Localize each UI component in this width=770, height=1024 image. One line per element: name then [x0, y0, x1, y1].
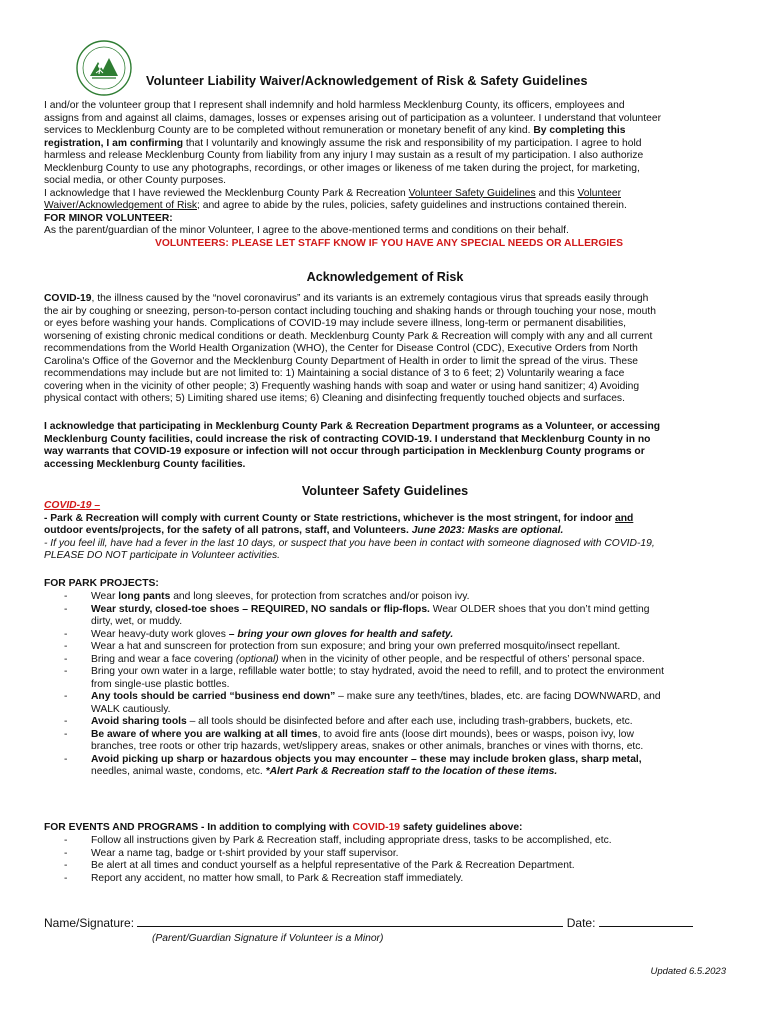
waiver-reference: Volunteer: [577, 187, 621, 199]
waiver-line-7: social media, or other County purposes.: [44, 175, 227, 186]
risk-line: Carolina's Office of the Governor and the Mecklenburg County Department of Health in order to limit the spread of the virus. These: [44, 355, 638, 367]
item-text: when in the vicinity of other people, and be respectful of others’ personal space.: [278, 653, 645, 665]
item-text: – make sure any teeth/tines, blades, etc. are facing DOWNWARD, and: [335, 691, 661, 702]
list-item: - Wear a hat and sunscreen for protection from sun exposure; and bring your own preferred mosquito/insect repellant.: [64, 641, 621, 652]
item-text: WALK cautiously.: [91, 703, 171, 715]
item-bold: Avoid picking up sharp or hazardous objects you may encounter –: [91, 753, 417, 765]
risk-text: , the illness caused by the “novel coronavirus” and its variants is an extremely contagious virus that spreads easily through: [91, 293, 649, 304]
acknowledge-line-2: [44, 200, 734, 213]
item-bold: Any tools should be carried “business end down”: [91, 691, 336, 702]
waiver-bold-text: By completing this: [533, 125, 626, 136]
item-bold: Wear sturdy, closed-toe shoes – REQUIRED, NO sandals or flip-flops.: [91, 603, 430, 615]
list-item: - Wear a name tag, badge or t-shirt provided by your staff supervisor.: [64, 847, 399, 859]
list-item: - Wear long pants and long sleeves, for protection from scratches and/or poison ivy.: [64, 591, 470, 602]
risk-line: recommendations from the World Health Organization (WHO), the Center for Disease Control (CDC), Executive Orders from North: [44, 343, 638, 354]
ack-risk-line: I acknowledge that participating in Mecklenburg County Park & Recreation Department programs as a Volunteer, or accessing: [44, 421, 661, 432]
item-text: Wear heavy-duty work gloves: [91, 628, 229, 640]
item-italic: (optional): [235, 653, 279, 665]
signature-caption: (Parent/Guardian Signature if Volunteer is a Minor): [152, 933, 384, 944]
waiver-line-3: [44, 125, 734, 138]
comply-text: - Park & Recreation will comply with current County or State restrictions, whichever is the most stringent, for indoor: [44, 512, 616, 524]
item-text: Wear OLDER shoes that you don’t mind getting: [429, 603, 650, 615]
waiver-text: that I voluntarily and knowingly assume the risk and responsibility of my participation. I agree to hold: [183, 137, 642, 149]
safety-heading: Volunteer Safety Guidelines: [301, 484, 469, 498]
item-text: Wear a hat and sunscreen for protection from sun exposure; and bring your own preferred mosquito/insect repellant.: [91, 641, 621, 652]
waiver-bold-text: registration, I am confirming: [44, 137, 184, 149]
ack-text: ; and agree to abide by the rules, policies, safety guidelines and instructions contained therein.: [197, 200, 627, 211]
ack-risk-line: accessing Mecklenburg County facilities.: [44, 458, 246, 470]
document-title: Volunteer Liability Waiver/Acknowledgement of Risk & Safety Guidelines: [146, 74, 588, 88]
events-heading: [44, 822, 734, 835]
ack-risk-line: Mecklenburg County facilities, could increase the risk of contracting COVID-19. I understand that Mecklenburg County in no: [44, 433, 651, 445]
risk-heading: Acknowledgement of Risk: [306, 270, 464, 284]
acknowledge-line-1: [44, 188, 734, 201]
item-text: Be alert at all times and conduct yourself as a helpful representative of the Park & Recreation Department.: [91, 860, 575, 871]
item-bold: Be aware of where you are walking at all times: [91, 728, 318, 740]
ack-text: and this: [535, 187, 578, 199]
ack-risk-line: way warrants that COVID-19 exposure or infection will not occur through participation in Mecklenburg County programs or: [44, 446, 645, 457]
item-text: from single-use plastic bottles.: [91, 678, 230, 690]
waiver-paragraph: [44, 100, 734, 250]
events-heading-text: FOR EVENTS AND PROGRAMS - In addition to complying with: [44, 822, 353, 833]
list-item: - Report any accident, no matter how small, to Park & Recreation staff immediately.: [64, 872, 464, 884]
ill-notice-line-2: PLEASE DO NOT participate in Volunteer activities.: [44, 550, 280, 561]
comply-text: outdoor events/projects, for the safety of all patrons, staff, and Volunteers.: [44, 525, 412, 536]
item-text: dirty, wet, or muddy.: [91, 616, 183, 627]
date-line[interactable]: [599, 915, 693, 927]
risk-line-1: [44, 293, 734, 306]
list-item: - Be aware of where you are walking at all times, to avoid fire ants (loose dirt mounds), bees or wasps, poison ivy, low branches, tree roots or other trip hazards, wet/slippery areas, snakes or other animals, branches or vines with thorns, etc.: [64, 728, 644, 752]
item-text: Bring and wear a face covering: [91, 653, 236, 665]
updated-date: Updated 6.5.2023: [650, 966, 726, 977]
ack-text: I acknowledge that I have reviewed the Mecklenburg County Park & Recreation: [44, 187, 409, 199]
waiver-line-1: I and/or the volunteer group that I represent shall indemnify and hold harmless Mecklenburg County, its officers, employees and: [44, 100, 625, 111]
waiver-reference: Waiver/Acknowledgement of Risk: [44, 200, 197, 211]
list-item: - Follow all instructions given by Park & Recreation staff, including appropriate dress, tasks to be accomplished, etc.: [64, 835, 612, 846]
covid-guidelines-label: COVID-19 –: [44, 500, 101, 511]
item-text: Follow all instructions given by Park & Recreation staff, including appropriate dress, tasks to be accomplished, etc.: [91, 835, 612, 846]
item-bold: Avoid sharing tools: [91, 716, 187, 727]
special-needs-notice: VOLUNTEERS: PLEASE LET STAFF KNOW IF YOU HAVE ANY SPECIAL NEEDS OR ALLERGIES: [155, 237, 623, 249]
risk-line: or eyes before washing your hands. Complications of COVID-19 may include severe illness, long-term or permanent disabilities,: [44, 318, 627, 329]
waiver-text: services to Mecklenburg County are to be completed without remuneration or monetary benefit of any kind.: [44, 125, 534, 136]
risk-line: the air by coughing or sneezing, person-to-person contact including touching and shaking hands or through touching your nose, mouth: [44, 305, 656, 317]
minor-volunteer-heading: FOR MINOR VOLUNTEER:: [44, 212, 173, 224]
covid-guidelines: [44, 500, 734, 563]
list-item: - Be alert at all times and conduct yourself as a helpful representative of the Park & Recreation Department.: [64, 860, 575, 871]
item-bold: long pants: [118, 591, 171, 602]
county-seal-logo: [76, 40, 132, 96]
item-bold: – bring your own gloves for health and safety.: [228, 628, 454, 640]
waiver-line-6: Mecklenburg County to use any photographs, recordings, or other images or likeness of me taken during the project, for marketing,: [44, 162, 640, 174]
item-text: , to avoid fire ants (loose dirt mounds), bees or wasps, poison ivy, low: [317, 728, 634, 740]
waiver-line-5: harmless and release Mecklenburg County from liability from any injury I may sustain as a result of my participation. I also authorize: [44, 150, 644, 161]
risk-line: recommendations may include but are not limited to: 1) Maintaining a social distance of 3 to 6 feet; 2) Voluntarily wearing a face: [44, 368, 625, 379]
participation-acknowledgement: [44, 421, 734, 471]
alert-staff-note: *Alert Park & Recreation staff to the location of these items.: [265, 766, 558, 777]
list-item: - Bring your own water in a large, refillable water bottle; to stay hydrated, avoid the need to refill, and to protect the environment from single-use plastic bottles.: [64, 666, 664, 690]
waiver-line-4: [44, 138, 734, 151]
name-signature-label: Name/Signature:: [44, 916, 138, 930]
ill-notice-line-1: - If you feel ill, have had a fever in the last 10 days, or suspect that you have been in contact with someone diagnosed with COVID-19,: [44, 537, 655, 549]
events-list: [44, 835, 734, 885]
signature-line[interactable]: [137, 915, 563, 927]
item-text: Wear a name tag, badge or t-shirt provided by your staff supervisor.: [91, 847, 399, 859]
list-item: - Avoid sharing tools – all tools should be disinfected before and after each use, including trash-grabbers, buckets, etc.: [64, 716, 633, 727]
risk-line: physical contact with others; 5) Limiting shared use items; 6) Cleaning and disinfecting frequently touched objects and surfaces.: [44, 393, 625, 404]
item-text: needles, animal waste, condoms, etc.: [91, 766, 266, 777]
item-text: and long sleeves, for protection from scratches and/or poison ivy.: [170, 591, 470, 602]
masks-optional-note: June 2023: Masks are optional.: [411, 525, 564, 536]
item-text: branches, tree roots or other trip hazards, wet/slippery areas, snakes or other animals, branches or vines with thorns, etc.: [91, 741, 644, 752]
list-item: - Wear heavy-duty work gloves – bring your own gloves for health and safety.: [64, 628, 454, 640]
covid-label: COVID-19: [44, 293, 92, 304]
date-label: Date:: [563, 916, 599, 930]
park-projects-heading: FOR PARK PROJECTS:: [44, 578, 159, 589]
list-item: - Any tools should be carried “business end down” – make sure any teeth/tines, blades, etc. are facing DOWNWARD, and WALK cautiously.: [64, 691, 661, 715]
item-text: Report any accident, no matter how small, to Park & Recreation staff immediately.: [91, 872, 464, 884]
covid-risk-paragraph: [44, 293, 734, 406]
events-covid-label: COVID-19: [352, 822, 401, 833]
risk-line: covering when in the vicinity of other people; 3) Frequently washing hands with soap and water or using hand sanitizer; 4) Avoiding: [44, 380, 640, 392]
minor-volunteer-text: As the parent/guardian of the minor Volunteer, I agree to the above-mentioned terms and conditions on their behalf.: [44, 225, 569, 236]
comply-line-2: [44, 525, 734, 538]
safety-guidelines-reference: Volunteer Safety Guidelines: [408, 187, 536, 199]
list-item: - Wear sturdy, closed-toe shoes – REQUIRED, NO sandals or flip-flops. Wear OLDER shoes that you don’t mind getting dirty, wet, or muddy.: [64, 603, 650, 627]
signature-row: [44, 915, 693, 930]
risk-line: worsening of existing chronic medical conditions or death. Mecklenburg County Park & Recreation will comply with any and all current: [44, 330, 653, 342]
item-bold: these may include broken glass, sharp metal,: [416, 753, 642, 765]
comply-line-1: [44, 513, 734, 526]
item-text: – all tools should be disinfected before and after each use, including trash-grabbers, buckets, etc.: [186, 716, 633, 727]
item-text: Bring your own water in a large, refillable water bottle; to stay hydrated, avoid the need to refill, and to protect the environment: [91, 666, 664, 677]
park-projects-list: [44, 591, 734, 779]
events-heading-text: safety guidelines above:: [400, 822, 523, 833]
list-item: - Avoid picking up sharp or hazardous objects you may encounter – these may include broken glass, sharp metal, needles, animal waste, condoms, etc. *Alert Park & Recreation staff to the location of these items.: [64, 753, 642, 777]
comply-text: and: [615, 512, 634, 524]
waiver-line-2: assigns from and against all claims, damages, losses or expenses arising out of participation as a volunteer. I understand that volunteer: [44, 112, 662, 124]
list-item: - Bring and wear a face covering (optional) when in the vicinity of other people, and be respectful of others’ personal space.: [64, 653, 645, 665]
item-text: Wear: [91, 591, 119, 602]
